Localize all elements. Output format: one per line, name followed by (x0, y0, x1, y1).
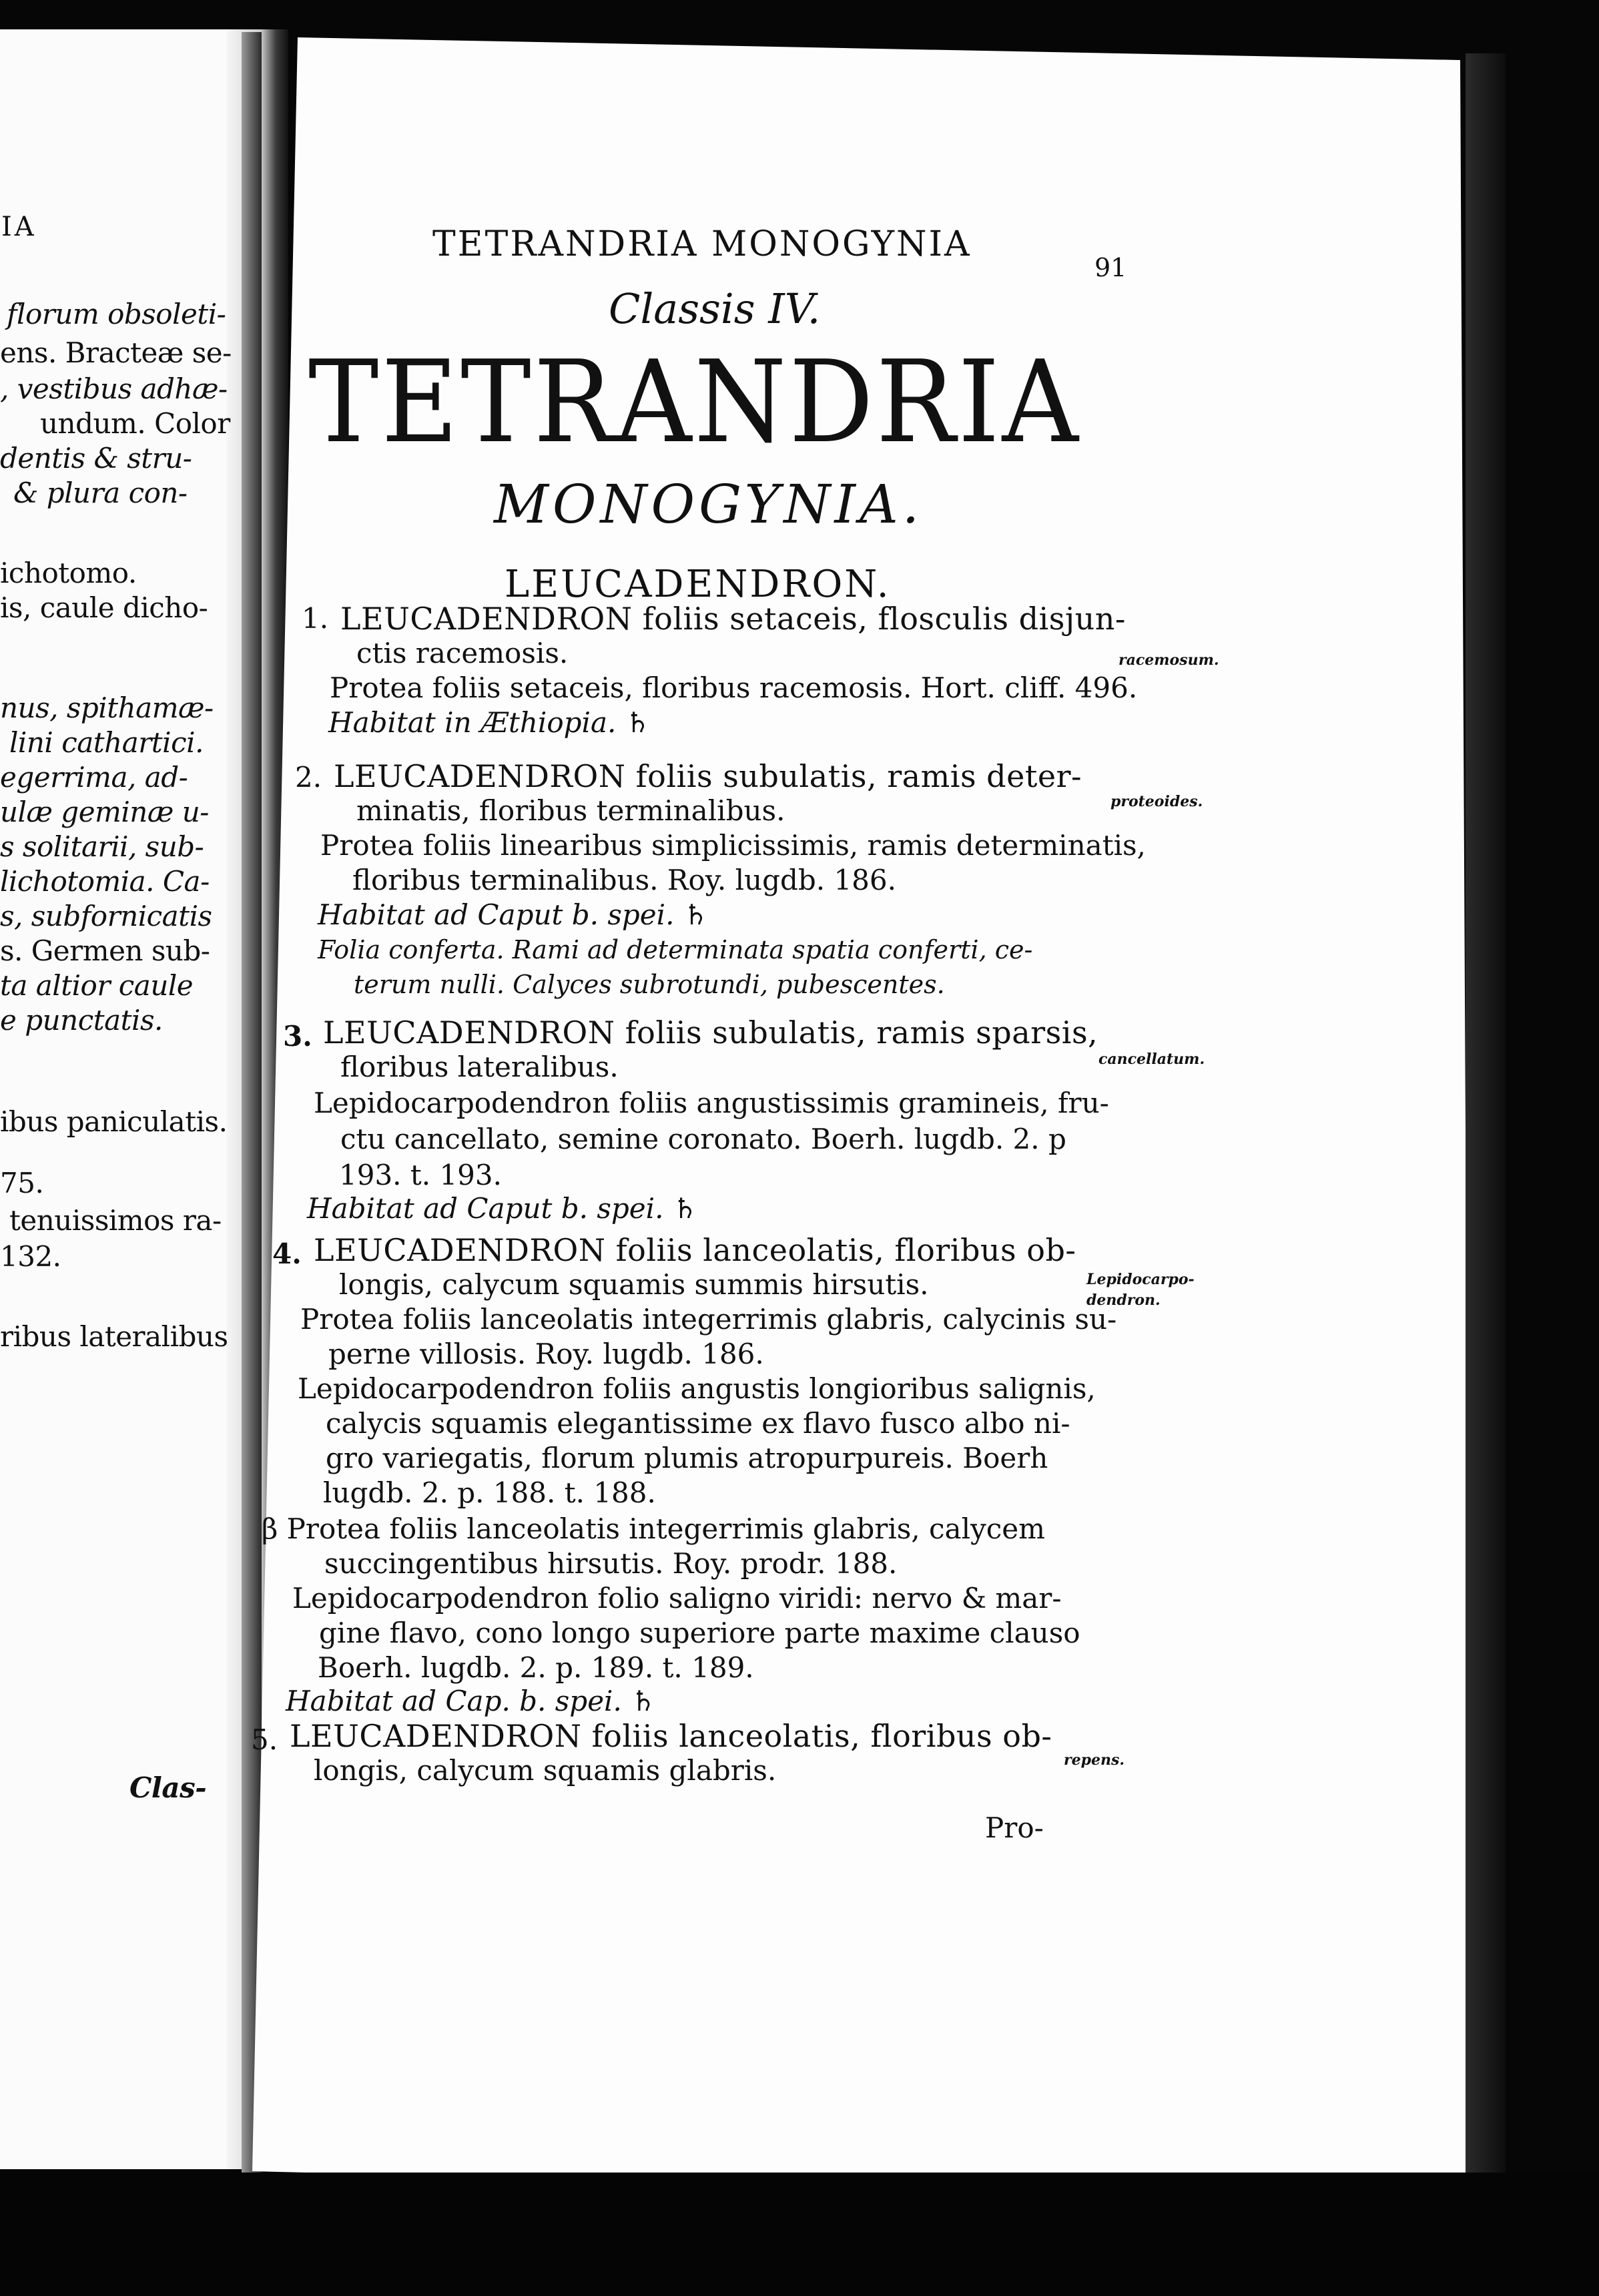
entry-number: 1. (302, 602, 329, 635)
entry-line: Habitat ad Caput b. spei. ♄ (318, 898, 709, 931)
class-label: Classis IV. (609, 284, 821, 333)
entry-line: calycis squamis elegantissime ex flavo fusco albo ni- (326, 1407, 1070, 1440)
entry-line: β Protea foliis lanceolatis integerrimis glabris, calycem (262, 1512, 1045, 1545)
left-line: egerrima, ad- (0, 761, 188, 794)
entry-number: 5. (251, 1723, 278, 1756)
left-line: s solitarii, sub- (0, 830, 204, 863)
entry-line: Habitat in Æthiopia. ♄ (328, 706, 651, 739)
left-line: ribus lateralibus (0, 1320, 228, 1353)
entry-line: ctu cancellato, semine coronato. Boerh. lugdb. 2. p (340, 1123, 1066, 1155)
left-line: ta altior caule (0, 969, 194, 1002)
left-line: dentis & stru- (0, 442, 192, 475)
entry-line: minatis, floribus terminalibus. (356, 794, 785, 827)
left-line: is, caule dicho- (0, 591, 208, 624)
left-line: 75. (0, 1167, 44, 1199)
entry-line: LEUCADENDRON foliis subulatis, ramis sparsis, (323, 1015, 1098, 1051)
left-line: s. Germen sub- (0, 934, 210, 967)
entry-line: Lepidocarpodendron foliis angustissimis gramineis, fru- (314, 1087, 1109, 1119)
entry-line: floribus terminalibus. Roy. lugdb. 186. (352, 864, 896, 896)
margin-name: cancellatum. (1098, 1051, 1205, 1068)
left-line: ibus paniculatis. (0, 1105, 228, 1138)
margin-name: repens. (1064, 1751, 1125, 1769)
entry-line: Protea foliis lanceolatis integerrimis glabris, calycinis su- (300, 1303, 1117, 1336)
margin-name: Lepidocarpo- dendron. (1086, 1271, 1195, 1309)
entry-line: LEUCADENDRON foliis setaceis, flosculis disjun- (340, 601, 1126, 637)
entry-line: succingentibus hirsutis. Roy. prodr. 188. (324, 1547, 898, 1580)
left-line: ens. Bracteæ se- (0, 336, 232, 369)
entry-line: LEUCADENDRON foliis lanceolatis, floribus ob- (314, 1232, 1076, 1268)
entry-line: Lepidocarpodendron foliis angustis longioribus salignis, (298, 1372, 1096, 1405)
entry-line: Habitat ad Caput b. spei. ♄ (307, 1192, 698, 1225)
entry-number: 2. (295, 761, 322, 794)
margin-name: proteoides. (1110, 793, 1203, 810)
left-line: & plura con- (13, 477, 188, 509)
left-line: , vestibus adhæ- (0, 372, 228, 405)
left-line: e punctatis. (0, 1004, 163, 1037)
left-header-fragment: IA (1, 212, 37, 242)
right-catchword: Pro- (985, 1811, 1044, 1844)
entry-line: Protea foliis setaceis, floribus racemosis. Hort. cliff. 496. (330, 671, 1138, 704)
entry-line: Habitat ad Cap. b. spei. ♄ (286, 1685, 656, 1717)
entry-line: gine flavo, cono longo superiore parte maxime clauso (319, 1617, 1080, 1649)
entry-line: 193. t. 193. (339, 1159, 502, 1191)
left-line: tenuissimos ra- (9, 1204, 222, 1237)
entry-line: terum nulli. Calyces subrotundi, pubescentes. (354, 970, 945, 999)
bottom-shadow (0, 2173, 1599, 2296)
page-title: TETRANDRIA (308, 336, 1081, 469)
page-shadow (242, 32, 262, 2175)
left-line: ulæ geminæ u- (0, 796, 209, 828)
entry-line: LEUCADENDRON foliis lanceolatis, floribus ob- (290, 1718, 1052, 1754)
entry-line: perne villosis. Roy. lugdb. 186. (328, 1338, 764, 1370)
page-number: 91 (1094, 253, 1127, 282)
running-head: TETRANDRIA MONOGYNIA (432, 224, 972, 264)
entry-number: 3. (283, 1020, 312, 1053)
entry-line: longis, calycum squamis glabris. (314, 1754, 777, 1787)
left-line: lini cathartici. (9, 726, 204, 759)
left-line: 132. (0, 1240, 61, 1273)
left-line: lichotomia. Ca- (0, 865, 210, 898)
entry-line: lugdb. 2. p. 188. t. 188. (323, 1476, 656, 1509)
entry-line: Boerh. lugdb. 2. p. 189. t. 189. (318, 1651, 754, 1684)
left-line: s, subfornicatis (0, 900, 212, 932)
entry-line: Protea foliis linearibus simplicissimis, ramis determinatis, (320, 829, 1146, 862)
left-line: ichotomo. (0, 557, 137, 589)
page-subtitle: MONOGYNIA. (494, 473, 924, 535)
left-line: florum obsoleti- (7, 298, 226, 330)
left-line: undum. Color (40, 407, 230, 440)
entry-line: LEUCADENDRON foliis subulatis, ramis deter- (334, 758, 1082, 794)
genus-heading: LEUCADENDRON. (505, 563, 891, 606)
entry-line: gro variegatis, florum plumis atropurpureis. Boerh (326, 1442, 1048, 1474)
entry-line: ctis racemosis. (356, 637, 569, 669)
page-edge (1466, 53, 1506, 2189)
margin-name: racemosum. (1118, 651, 1219, 669)
left-catchword: Clas- (129, 1771, 207, 1804)
entry-line: Lepidocarpodendron folio saligno viridi: nervo & mar- (292, 1582, 1062, 1615)
entry-line: floribus lateralibus. (340, 1051, 619, 1083)
entry-number: 4. (272, 1237, 302, 1270)
left-line: nus, spithamæ- (0, 691, 214, 724)
entry-line: Folia conferta. Rami ad determinata spatia conferti, ce- (318, 935, 1033, 964)
entry-line: longis, calycum squamis summis hirsutis. (339, 1268, 929, 1301)
